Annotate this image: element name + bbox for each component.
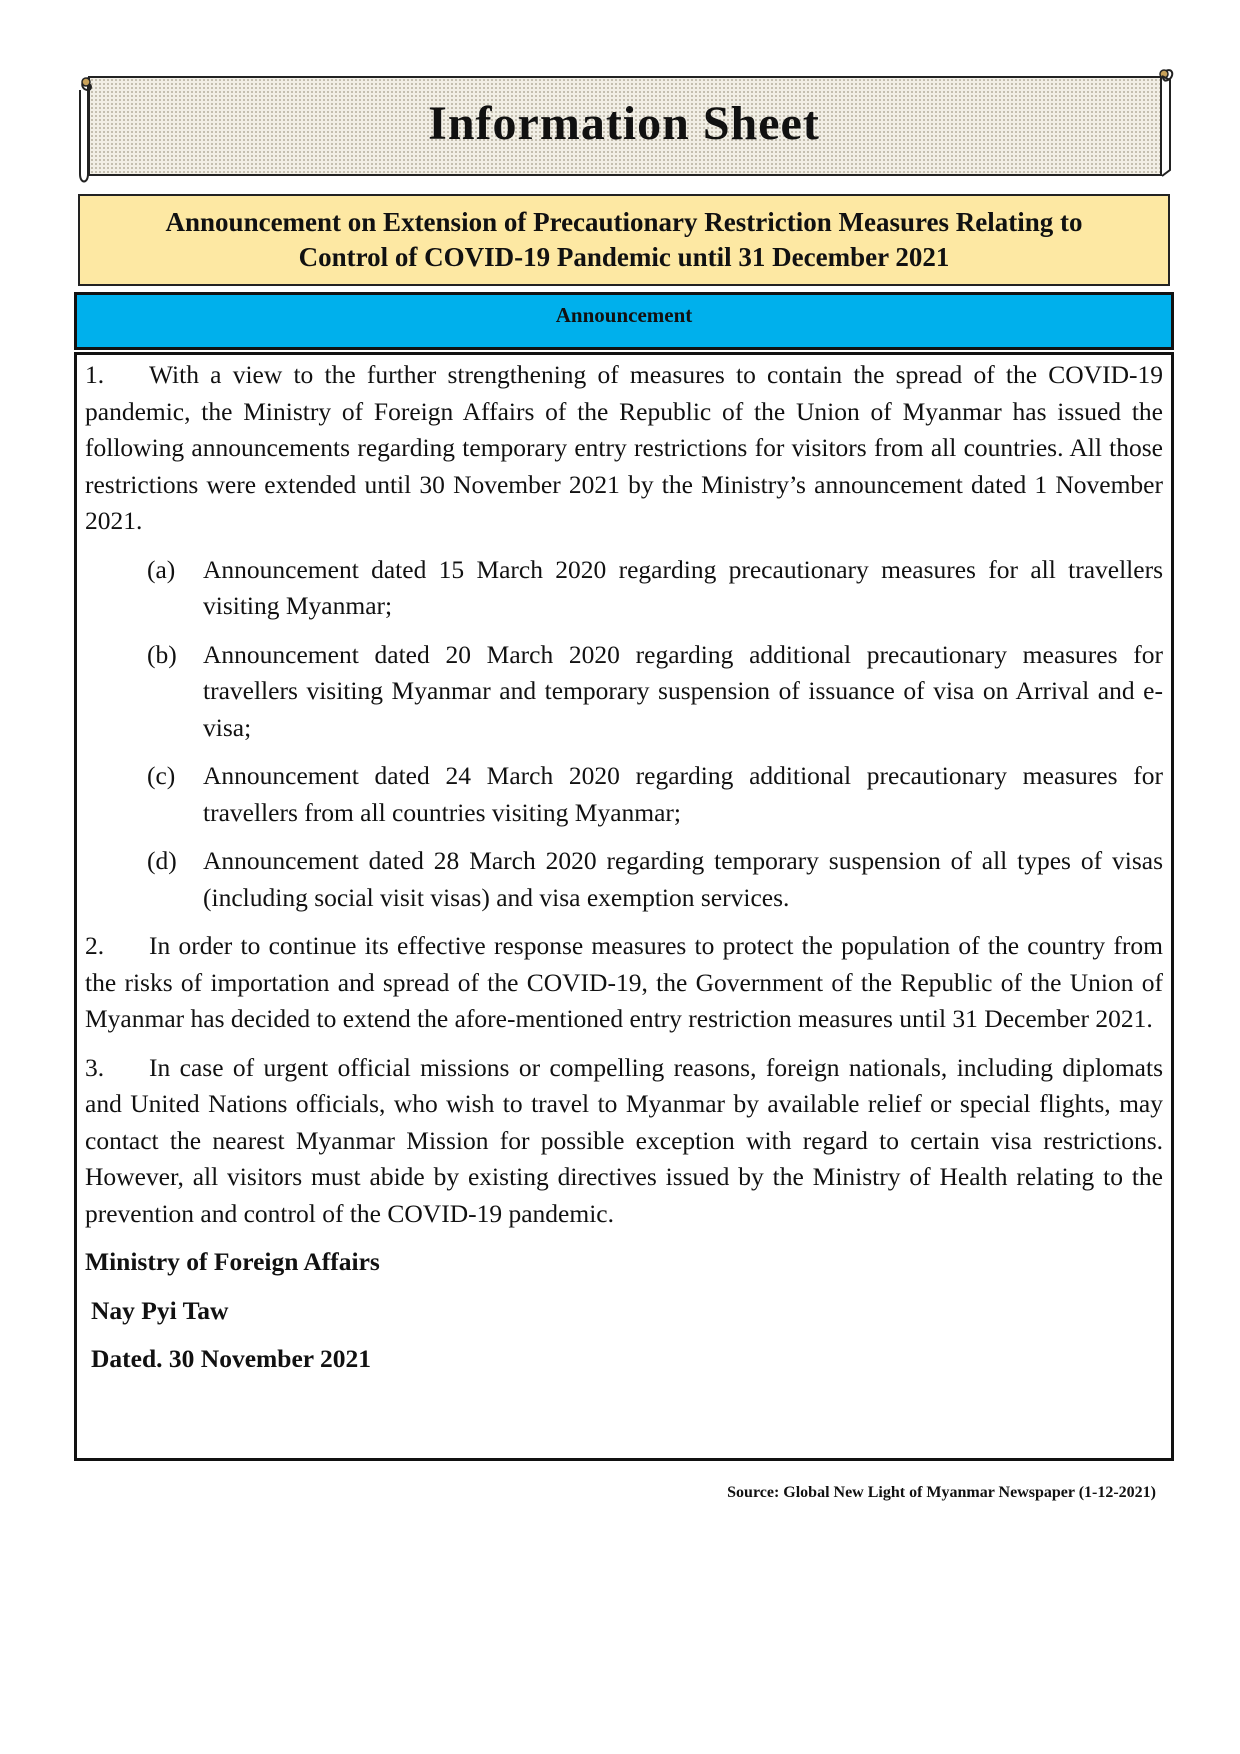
- paragraph-number: 3.: [85, 1052, 105, 1082]
- signature-date: Dated. 30 November 2021: [91, 1344, 371, 1373]
- paragraph-text: With a view to the further strengthening of measures to contain the spread of the COVID-19 pandemic, the Ministry of Foreign Affairs of the Republic of the Union of Myanmar has issued the following announcements regarding temporary entry restrictions for visitors from all countries. All those restrictions were extended until 30 November 2021 by the Ministry’s announcement dated 1 November 2021.: [85, 360, 1163, 535]
- list-item-marker: (c): [147, 761, 176, 790]
- announcement-body: [74, 352, 1174, 1461]
- page-title: Information Sheet: [428, 97, 820, 150]
- list-item-marker: (d): [147, 846, 177, 875]
- paragraph-text: In order to continue its effective response measures to protect the population of the country from the risks of importation and spread of the COVID-19, the Government of the Republic of the Union of Myanmar has decided to extend the afore-mentioned entry restriction measures until 31 December 2021.: [85, 931, 1163, 1033]
- list-item: [147, 552, 1163, 625]
- list-item: [147, 843, 1163, 916]
- list-item-text: Announcement dated 28 March 2020 regarding temporary suspension of all types of visas (including social visit visas) and visa exemption services.: [203, 846, 1163, 912]
- list-item-marker: (b): [147, 639, 177, 669]
- signature-place: Nay Pyi Taw: [91, 1295, 229, 1325]
- list-item: [147, 758, 1163, 831]
- source-citation: Source: Global New Light of Myanmar Newspaper (1-12-2021): [727, 1484, 1156, 1501]
- list-item-text: Announcement dated 15 March 2020 regarding precautionary measures for all travellers visiting Myanmar;: [203, 554, 1163, 620]
- list-item-marker: (a): [147, 554, 176, 584]
- list-item-text: Announcement dated 20 March 2020 regarding additional precautionary measures for travellers visiting Myanmar and temporary suspension of issuance of visa on Arrival and e-visa;: [203, 639, 1163, 742]
- signature-ministry: Ministry of Foreign Affairs: [85, 1247, 380, 1276]
- announcement-header: Announcement: [74, 292, 1174, 350]
- paragraph-number: 1.: [85, 360, 105, 389]
- list-item: [147, 637, 1163, 747]
- title-banner: [78, 70, 1170, 178]
- list-item-text: Announcement dated 24 March 2020 regarding additional precautionary measures for travellers from all countries visiting Myanmar;: [203, 761, 1163, 827]
- subtitle-line-1: Announcement on Extension of Precautionary Restriction Measures Relating to: [165, 207, 1083, 237]
- paragraph-2: [85, 928, 1163, 1038]
- paragraph-number: 2.: [85, 931, 105, 960]
- paragraph-1: [85, 357, 1163, 540]
- paragraph-text: In case of urgent official missions or compelling reasons, foreign nationals, including diplomats and United Nations officials, who wish to travel to Myanmar by available relief or special flights, may contact the nearest Myanmar Mission for possible exception with regard to certain visa restrictions. However, all visitors must abide by existing directives issued by the Ministry of Health relating to the prevention and control of the COVID-19 pandemic.: [85, 1052, 1163, 1228]
- subtitle-line-2: Control of COVID-19 Pandemic until 31 December 2021: [298, 242, 950, 272]
- paragraph-3: [85, 1050, 1163, 1233]
- subtitle-box: [78, 194, 1170, 286]
